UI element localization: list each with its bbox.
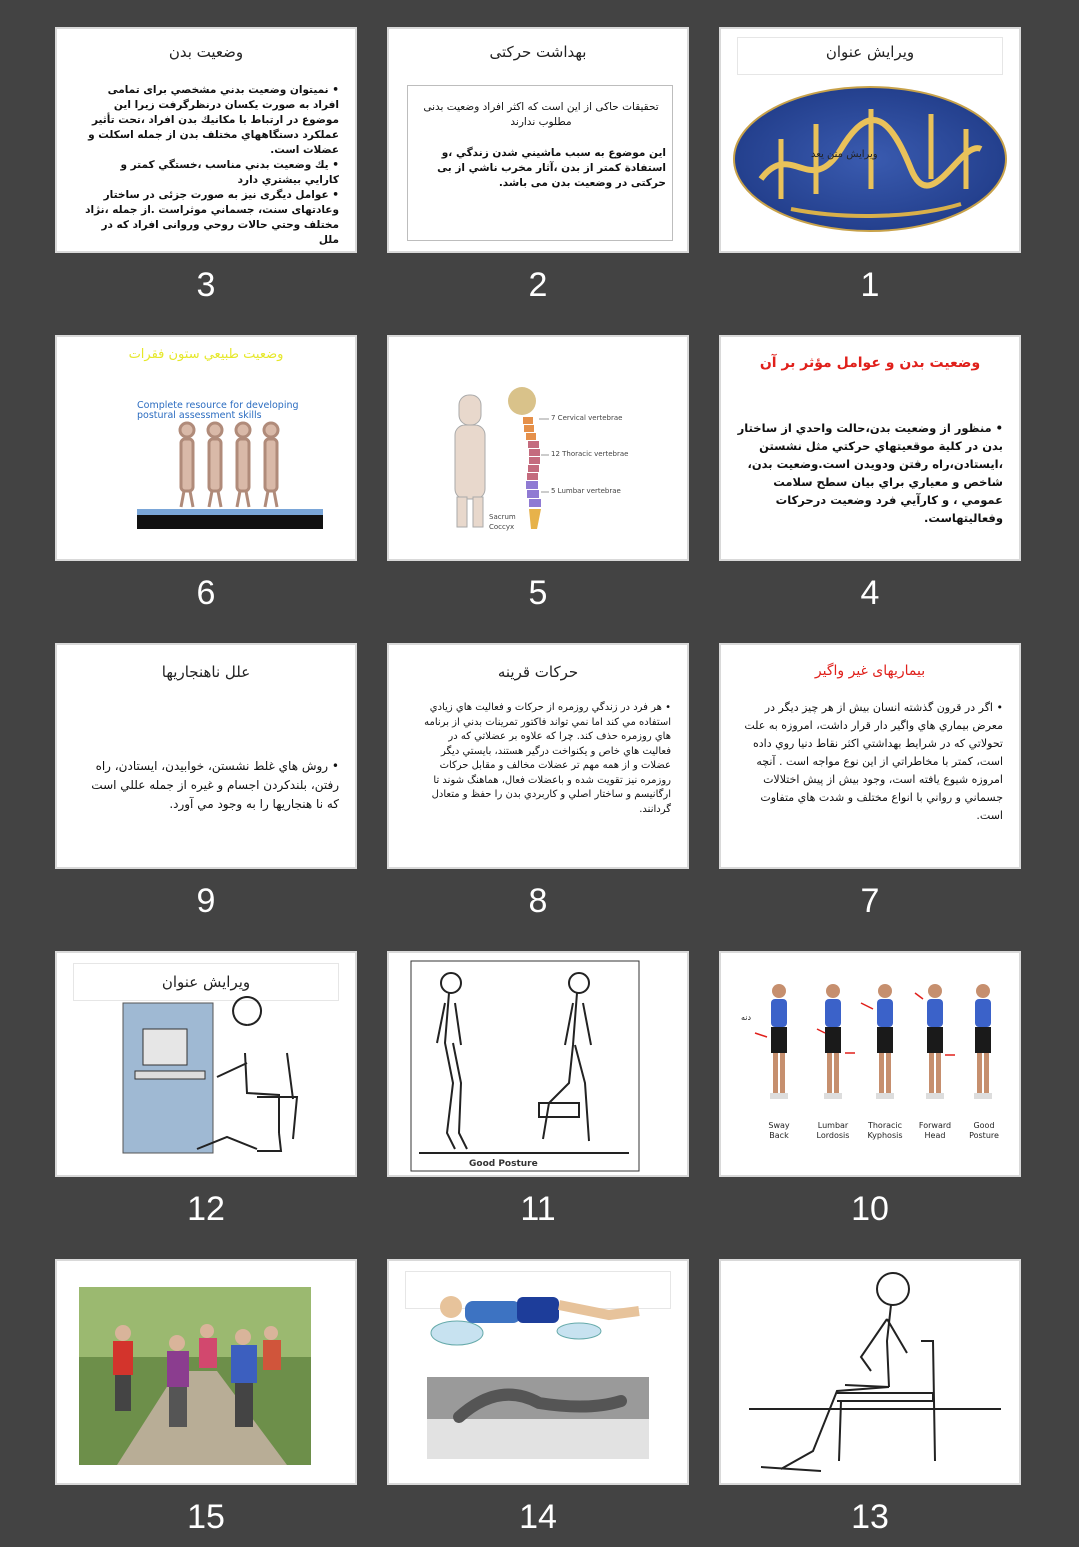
posture-skeletons-image: [57, 337, 355, 559]
overlay-text: ويرايش متن يعد: [811, 149, 878, 160]
caption: Thoracic Kyphosis: [867, 1121, 903, 1140]
slide-thumbnail-10[interactable]: [719, 951, 1021, 1177]
slide-thumbnail-12[interactable]: [55, 951, 357, 1177]
slide-thumbnail-6[interactable]: [55, 335, 357, 561]
slide-thumbnail-14[interactable]: [387, 1259, 689, 1485]
caption: Lumbar Lordosis: [816, 1121, 850, 1140]
slide-number: 13: [851, 1498, 889, 1536]
caption: Good Posture: [469, 1159, 538, 1169]
standing-posture-drawing: [389, 953, 687, 1175]
caption: Complete resource for developing postural assessment skills: [137, 400, 299, 421]
slide-number: 2: [528, 266, 548, 304]
slide-title: ويرايش عنوان: [825, 43, 915, 61]
slide-title: بهداشت حركتی: [489, 43, 587, 61]
slide-thumbnail-9[interactable]: [55, 643, 357, 869]
slide-thumbnail-8[interactable]: [387, 643, 689, 869]
slide-number: 4: [860, 574, 880, 612]
paragraph: اين موضوع به سبب ماشيني شدن زندگي ،و استفادة كمتر از بدن ،آثار مخرب ناشي از بی حركتی در وضعيت بدن می باشد.: [437, 147, 666, 189]
caption: Forward Head: [918, 1121, 952, 1140]
nordic-walking-photo: [57, 1261, 355, 1483]
slide-number: 12: [187, 1190, 225, 1228]
slide-number: 3: [196, 266, 216, 304]
slide-body: • روش هاي غلط نشستن، خوابيدن، ايستادن، راه رفتن، بلندكردن اجسام و غيره از جمله عللي است كه نا هنجاريها را به وجود مي آورد.: [87, 757, 339, 814]
slide-title: ويرايش عنوان: [161, 973, 251, 991]
spine-image: [389, 337, 687, 559]
slide-number: 14: [519, 1498, 557, 1536]
slide-thumbnail-1[interactable]: [719, 27, 1021, 253]
label: 5 Lumbar vertebrae: [551, 487, 621, 495]
slide-number: 7: [860, 882, 880, 920]
slide-number: 10: [851, 1190, 889, 1228]
slide-number: 15: [187, 1498, 225, 1536]
slide-thumbnail-5[interactable]: [387, 335, 689, 561]
bullet-item: • عوامل ديگری نيز به صورت جزئی در ساختار وعادتهای سنت، جسماني موثراست .از جمله ،نژاد مختلف وحتي حالات روحي وروانی افراد كه در ملل: [85, 188, 339, 248]
slide-number: 11: [520, 1190, 556, 1228]
label: 12 Thoracic vertebrae: [551, 450, 629, 458]
slide-thumbnail-7[interactable]: [719, 643, 1021, 869]
label: دنه: [741, 1013, 752, 1022]
computer-desk-posture-drawing: [57, 953, 355, 1175]
slide-body: • هر فرد در زندگي روزمره از حركات و فعاليت هاي زيادي استفاده مي كند اما نمي تواند فاكتور تمرينات بدني از برنامه هاي روزمره حذف كند. چرا كه علاوه بر عضلاتي كه در فعاليت هاي خاص و يكنواخت درگير هستند، بايستي ديگر عضلات و از همه مهم تر عضلات مخالف و مقابل حركات روزمره نيز تقويت شده و باعضلات فعال، هماهنگ شوند تا ارگانيسم و ساختار اصلي و كاربردي بدن را حفظ و متعادل گردانند.: [417, 701, 671, 817]
slide-thumbnail-11[interactable]: [387, 951, 689, 1177]
slide-body: • منظور از وضعيت بدن،حالت واحدي از ساختار بدن در كلية موقعيتهاي حركتي مثل نشستن ،ايستادن،راه رفتن ودويدن است.وضعيت بدن، شاخص و معياري براي بيان سطح سلامت عمومي ، و كارآيي فرد وضعيت درحركات وفعاليتهاست.: [735, 419, 1003, 527]
slide-thumbnail-15[interactable]: [55, 1259, 357, 1485]
slide-thumbnail-4[interactable]: [719, 335, 1021, 561]
posture-types-photo: [721, 953, 1019, 1175]
slide-thumbnail-3[interactable]: [55, 27, 357, 253]
bullet-item: • نميتوان وضعيت بدني مشخصي برای تمامی افراد به صورت يكسان درنظرگرفت زيرا اين موضوع در ارتباط با مكانيك بدن افراد ،تحت تأثير عملكرد دستگاههاي مختلف بدن از جمله اسكلت و عضلات است.: [85, 83, 339, 158]
slide-title: وضعيت بدن و عوامل مؤثر بر آن: [759, 355, 981, 371]
text-box: [407, 85, 673, 241]
slide-thumbnail-13[interactable]: [719, 1259, 1021, 1485]
label: Sacrum: [489, 513, 516, 521]
label: Coccyx: [489, 523, 515, 531]
slide-thumbnail-2[interactable]: [387, 27, 689, 253]
slide-number: 5: [528, 574, 548, 612]
slide-body: [85, 83, 339, 248]
caption: Good Posture: [969, 1121, 999, 1140]
slide-number: 6: [196, 574, 216, 612]
slide-body: • اگر در قرون گذشته انسان بيش از هر چيز ديگر در معرض بيماري هاي واگير دار قرار داشت، امروزه به علت تحولاتي كه در شرايط بهداشتي اكثر نقاط دنيا روي داده است، كمتر با مخاطراتي از اين نوع مواجه است . آنچه امروزه شيوع يافته است، وجود بيش از پيش اختلالات جسماني و رواني با انواع مختلف و شدت هاي متفاوت است.: [741, 699, 1003, 825]
slide-title: وضعيت بدن: [168, 43, 244, 61]
slide-number: 8: [528, 882, 548, 920]
slide-title: بيماريهای غير واگير: [814, 663, 926, 679]
sleeping-posture-image: [389, 1261, 687, 1483]
slide-title: علل ناهنجاريها: [161, 663, 251, 681]
slide-title: حركات قرينه: [497, 663, 579, 681]
slide-title: وضعيت طبيعي ستون فقرات: [128, 347, 284, 362]
slide-number: 1: [860, 266, 880, 304]
caption: Sway Back: [768, 1121, 790, 1140]
label: 7 Cervical vertebrae: [551, 414, 623, 422]
slide-number: 9: [196, 882, 216, 920]
bullet-item: • يك وضعيت بدني مناسب ،خستگي كمتر و كارايي بيشتري دارد: [85, 158, 339, 188]
calligraphy-bismillah-image: [721, 29, 1019, 251]
paragraph: تحقيقات حاکی از اين است که اکثر افراد وضعيت بدنی مطلوب ندارند: [423, 101, 659, 128]
seated-posture-drawing: [721, 1261, 1019, 1483]
